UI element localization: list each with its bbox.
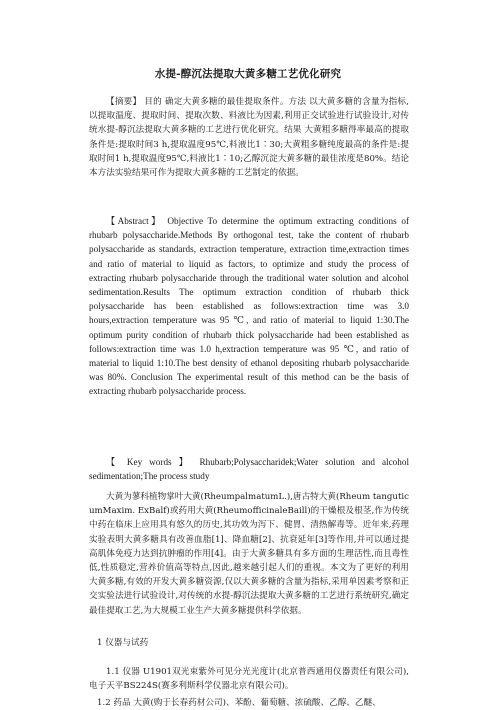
section-heading-1: 1 仪器与试药 bbox=[97, 638, 149, 648]
section-1-2-text: 大黄(购于长春药材公司)、苯酚、葡萄糖、浓硫酸、乙醇、乙醚、 bbox=[130, 698, 381, 708]
keywords bbox=[89, 455, 409, 483]
section-1-1-label: 1.1 仪器 bbox=[106, 667, 141, 677]
abstract-en-text: Objective To determine the optimum extracting conditions of rhubarb polysaccharide.Methods By orthogonal test, take the content of rhubarb polysaccharide as standards, extraction temperature, extraction time,extraction times and ratio of material to liquid as factors, to optimize and study the process of extracting rhubarb polysaccharide through the traditional water solution and alcohol sedimentation.Results The optimum extraction condition of rhubarb thick polysaccharide has been established as follows:extraction time was 3.0 hours,extraction temperature was 95 ℃, and ratio of material to liquid 1:30.The optimum purity condition of rhubarb thick polysaccharide had been established as follows:extraction time was 1.0 h,extraction temperature was 95 ℃, and ratio of material to liquid 1:10.The best density of ethanol depositing rhubarb polysaccharide was 80%. Conclusion The experimental result of this method can be the basis of extracting rhubarb polysaccharide process. bbox=[89, 216, 409, 397]
keywords-text: Rhubarb;Polysaccharidek;Water solution and alcohol sedimentation;The process study bbox=[89, 457, 410, 482]
abstract-en-label: 【Abstract】 bbox=[106, 216, 163, 226]
keywords-label: 【 Key words 】 bbox=[106, 457, 193, 467]
section-1-1-text: U1901双光束紫外可见分光光度计(北京普西通用仪器责任有限公司),电子天平BS224S(赛多利斯科学仪器北京有限公司)。 bbox=[89, 667, 409, 692]
introduction-paragraph: 大黄为蓼科植物掌叶大黄(RheumpalmatumL.),唐古特大黄(Rheum tanguticumMaxim. ExBalf)或药用大黄(RheumofficinaleBaill)的干燥根及根茎,作为传统中药在临床上应用具有悠久的历史,其功效为泻下、健胃、清热解毒等。近年来,药理实验表明大黄多糖具有改善血脂[1]、降血糖[2]、抗衰延年[3]等作用,并可以通过提高肌体免疫力达到抗肿瘤的作用[4]。由于大黄多糖具有多方面的生理活性,而且毒性低,性质稳定,营养价值高等特点,因此,越来越引起人们的重视。本文为了更好的利用大黄多糖,有效的开发大黄多糖资源,仅以大黄多糖的含量为指标,采用单因素考察和正交实验法进行试验设计,对传统的水提-醇沉法提取大黄多糖的工艺进行系统研究,确定最佳提取工艺,为大规模工业生产大黄多糖提供科学依据。 bbox=[89, 492, 409, 616]
abstract-cn-label: 【摘要】 bbox=[106, 97, 142, 107]
abstract-cn-text: 目的 确定大黄多糖的最佳提取条件。方法 以大黄多糖的含量为指标,以提取温度、提取时间、提取次数、料液比为因素,利用正交试验进行试验设计,对传统水提-醇沉法提取大黄多糖的工艺进行优化研究。结果 大黄粗多糖得率最高的提取条件是:提取时间3 h,提取温度95℃,料液比1∶30;大黄粗多糖纯度最高的条件是:提取时间1 h,提取温度95℃,料液比1∶10;乙醇沉淀大黄多糖的最佳浓度是80%。结论 本方法实验结果可作为提取大黄多糖的工艺制定的依据。 bbox=[89, 97, 409, 179]
abstract-cn bbox=[89, 95, 409, 180]
section-1-1 bbox=[89, 665, 409, 693]
abstract-en bbox=[89, 214, 409, 399]
section-1-2-label: 1.2 药品 bbox=[97, 698, 131, 708]
paper-title: 水提-醇沉法提取大黄多糖工艺优化研究 bbox=[154, 68, 342, 80]
section-1-2 bbox=[97, 696, 417, 708]
